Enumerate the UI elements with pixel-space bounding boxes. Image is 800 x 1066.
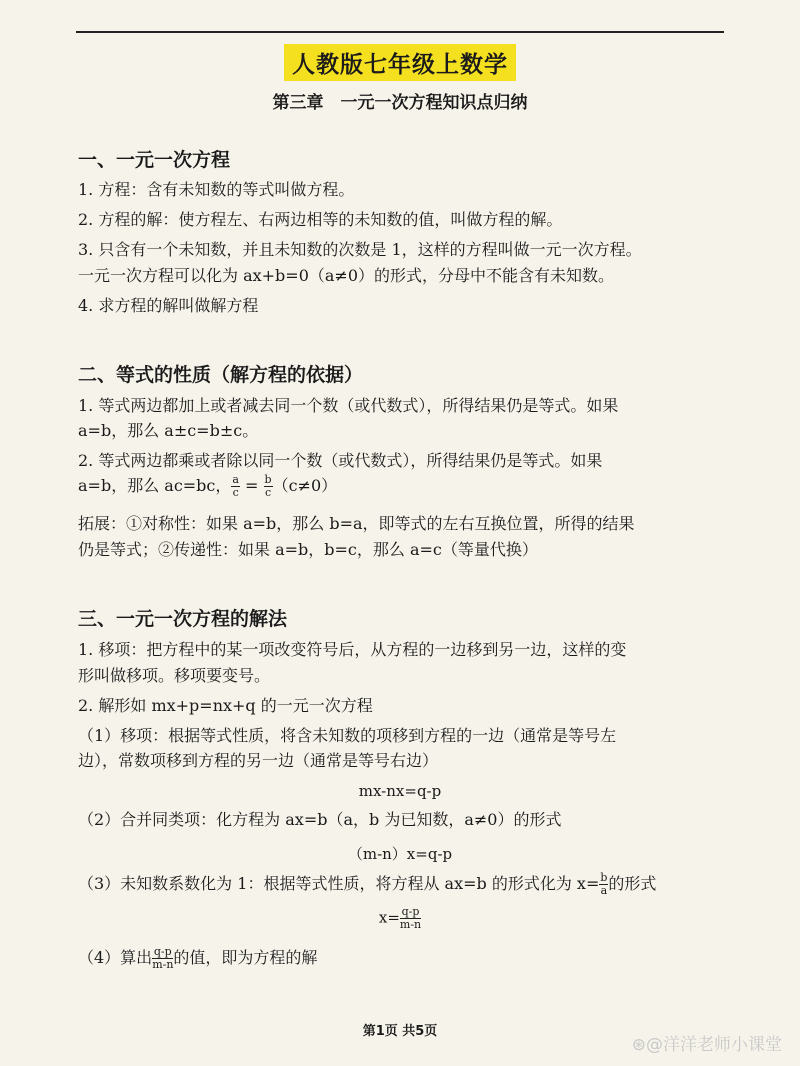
fraction-b-over-c bbox=[264, 474, 273, 499]
s3-step-4 bbox=[78, 946, 317, 971]
s2-line-2a: 2. 等式两边都乘或者除以同一个数（或代数式），所得结果仍是等式。如果 bbox=[78, 451, 603, 470]
title-wrap bbox=[0, 44, 800, 81]
s2-line-2b bbox=[78, 474, 337, 499]
frac-denominator: a bbox=[600, 884, 608, 897]
s3-line-1b: 形叫做移项。移项要变号。 bbox=[78, 666, 271, 685]
s3-line-2: 2. 解形如 mx+p=nx+q 的一元一次方程 bbox=[78, 696, 373, 715]
s1-line-3a: 3. 只含有一个未知数，并且未知数的次数是 1，这样的方程叫做一元一次方程。 bbox=[78, 240, 642, 259]
s1-line-1: 1. 方程：含有未知数的等式叫做方程。 bbox=[78, 180, 355, 199]
section-2-heading: 二、等式的性质（解方程的依据） bbox=[78, 364, 364, 386]
frac-numerator: a bbox=[232, 473, 239, 486]
section-3-heading: 三、一元一次方程的解法 bbox=[78, 608, 288, 630]
frac-numerator: q-p bbox=[401, 905, 420, 918]
fraction-a-over-c bbox=[231, 474, 240, 499]
top-rule bbox=[76, 31, 724, 33]
s1-line-3b: 一元一次方程可以化为 ax+b=0（a≠0）的形式，分母中不能含有未知数。 bbox=[78, 266, 615, 285]
s1-line-2: 2. 方程的解：使方程左、右两边相等的未知数的值，叫做方程的解。 bbox=[78, 210, 563, 229]
s3-step-3-pre: （3）未知数系数化为 1：根据等式性质，将方程从 ax=b 的形式化为 x= bbox=[78, 874, 600, 893]
frac-denominator: c bbox=[264, 486, 272, 499]
chapter-subtitle: 第三章 一元一次方程知识点归纳 bbox=[272, 93, 528, 113]
equals-sign: = bbox=[239, 476, 264, 495]
s3-step-4-post: 的值，即为方程的解 bbox=[173, 948, 318, 967]
page-title: 人教版七年级上数学 bbox=[284, 44, 516, 81]
fraction-qp-over-mn bbox=[152, 946, 173, 971]
s3-step-3 bbox=[78, 872, 656, 897]
fraction-qp-over-mn bbox=[400, 906, 421, 931]
page-number: 第1页 共5页 bbox=[362, 1024, 438, 1039]
frac-numerator: b bbox=[264, 473, 272, 486]
frac-denominator: m-n bbox=[399, 918, 422, 931]
frac-numerator: b bbox=[600, 871, 608, 884]
s2-line-3b: 仍是等式；②传递性：如果 a=b，b=c，那么 a=c（等量代换） bbox=[78, 540, 538, 559]
s3-line-1a: 1. 移项：把方程中的某一项改变符号后，从方程的一边移到另一边，这样的变 bbox=[78, 640, 627, 659]
s3-step-4-pre: （4）算出 bbox=[78, 948, 153, 967]
s3-step-3-post: 的形式 bbox=[608, 874, 657, 893]
equation-1: mx-nx=q-p bbox=[358, 782, 442, 800]
watermark: ⊛@洋洋老师小课堂 bbox=[631, 1035, 782, 1055]
frac-numerator: q-p bbox=[153, 945, 172, 958]
s2-line-2b-pre: a=b，那么 ac=bc， bbox=[78, 476, 232, 495]
s2-line-2b-post: （c≠0） bbox=[272, 476, 338, 495]
section-1-heading: 一、一元一次方程 bbox=[78, 149, 231, 171]
frac-denominator: c bbox=[232, 486, 239, 499]
equation-2: （m-n）x=q-p bbox=[347, 845, 453, 863]
frac-denominator: m-n bbox=[152, 958, 174, 971]
s2-line-1b: a=b，那么 a±c=b±c。 bbox=[78, 421, 259, 440]
s3-step-1b: 边），常数项移到方程的另一边（通常是等号右边） bbox=[78, 751, 439, 770]
equation-3 bbox=[0, 906, 800, 931]
equation-3-pre: x= bbox=[378, 908, 400, 927]
s1-line-4: 4. 求方程的解叫做解方程 bbox=[78, 296, 259, 315]
s2-line-1a: 1. 等式两边都加上或者减去同一个数（或代数式），所得结果仍是等式。如果 bbox=[78, 396, 619, 415]
s2-line-3a: 拓展：①对称性：如果 a=b，那么 b=a，即等式的左右互换位置，所得的结果 bbox=[78, 514, 635, 533]
s3-step-1a: （1）移项：根据等式性质，将含未知数的项移到方程的一边（通常是等号左 bbox=[78, 726, 617, 745]
s3-step-2: （2）合并同类项：化方程为 ax=b（a，b 为已知数，a≠0）的形式 bbox=[78, 810, 562, 829]
